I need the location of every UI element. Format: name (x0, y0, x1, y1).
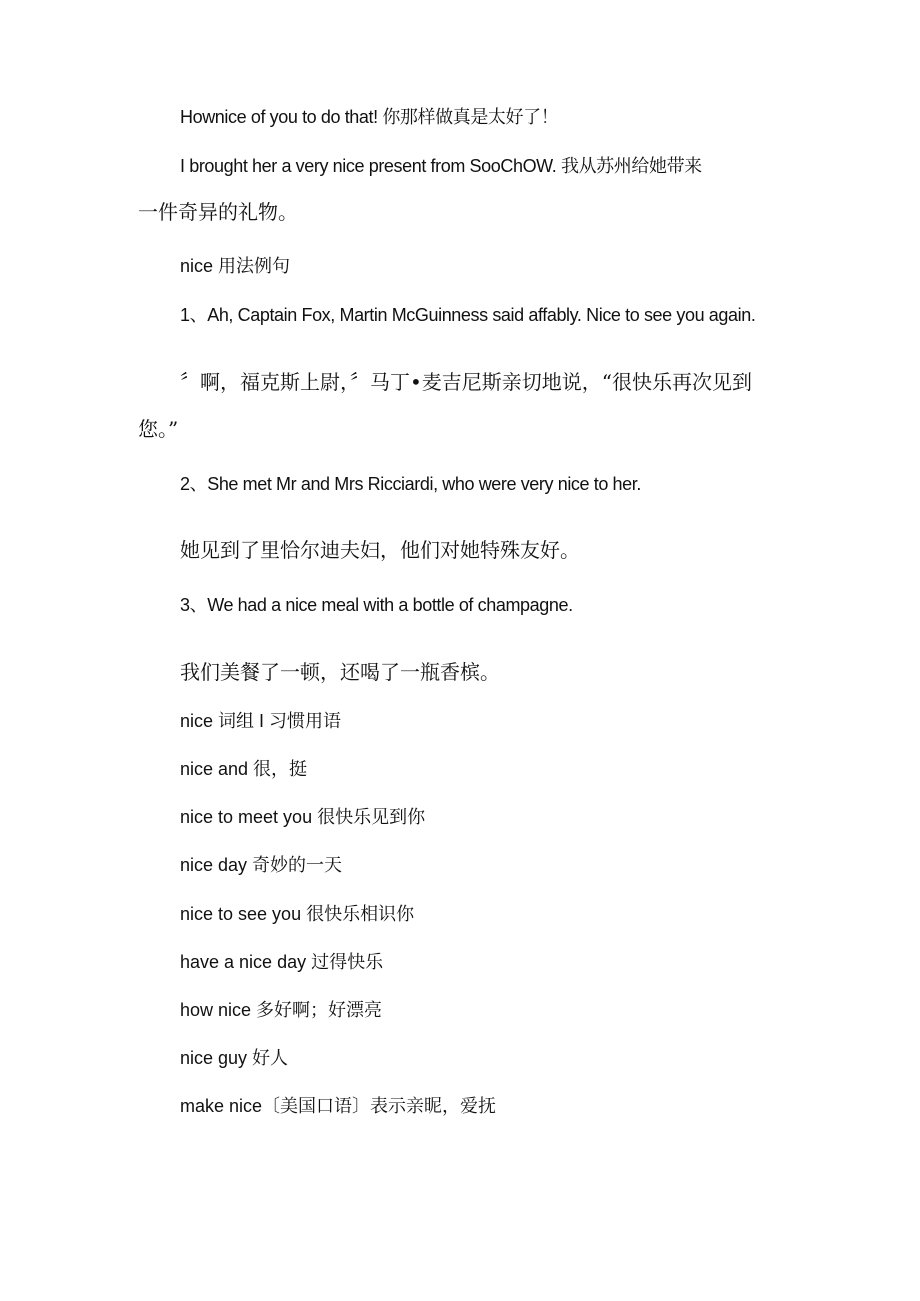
phrase-item: make nice〔美国口语〕表示亲昵，爱抚 (180, 1096, 497, 1116)
example-1-chinese-cont: 您。” (138, 417, 179, 441)
phrase-item: how nice 多好啊；好漂亮 (180, 1000, 383, 1020)
example-1-english: 1、Ah, Captain Fox, Martin McGuinness said affably. Nice to see you again. (180, 305, 756, 325)
text-line-3: 一件奇异的礼物。 (138, 200, 298, 224)
example-2-chinese: 她见到了里恰尔迪夫妇，他们对她特殊友好。 (180, 538, 580, 562)
example-2-english: 2、She met Mr and Mrs Ricciardi, who were very nice to her. (180, 474, 641, 494)
section-heading-phrases: nice 词组 I 习惯用语 (180, 711, 342, 731)
section-heading-examples: nice 用法例句 (180, 256, 291, 276)
phrase-item: nice and 很，挺 (180, 759, 308, 779)
phrase-item: nice day 奇妙的一天 (180, 855, 343, 875)
phrase-item: nice to meet you 很快乐见到你 (180, 807, 426, 827)
phrase-item: nice to see you 很快乐相识你 (180, 904, 415, 924)
phrase-item: nice guy 好人 (180, 1048, 289, 1068)
text-line-2: I brought her a very nice present from SooChOW. 我从苏州给她带来 (180, 156, 702, 176)
example-3-english: 3、We had a nice meal with a bottle of champagne. (180, 595, 573, 615)
phrase-item: have a nice day 过得快乐 (180, 952, 384, 972)
example-1-chinese: 〞啊，福克斯上尉，〞马丁•麦吉尼斯亲切地说，“很快乐再次见到 (180, 370, 753, 394)
example-3-chinese: 我们美餐了一顿，还喝了一瓶香槟。 (180, 660, 500, 684)
text-line-1: Hownice of you to do that! 你那样做真是太好了！ (180, 107, 559, 127)
